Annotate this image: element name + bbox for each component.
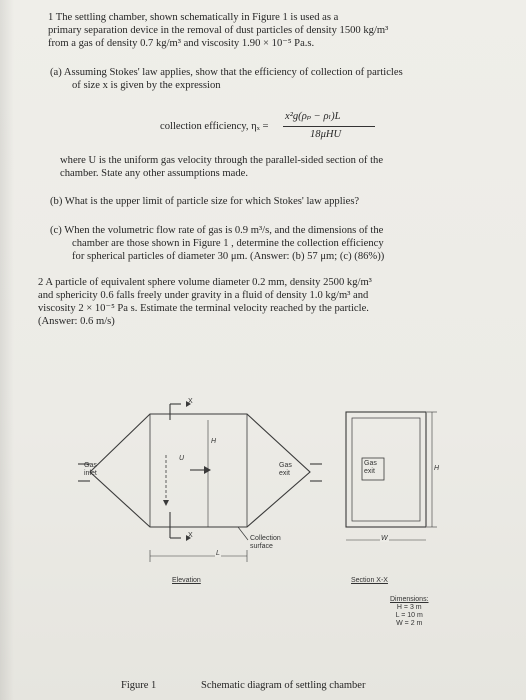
q2-line-2: and sphericity 0.6 falls freely under gravity in a fluid of density 1.0 kg/m³ and: [38, 290, 369, 301]
q1c-line-3: for spherical particles of diameter 30 μm. (Answer: (b) 57 μm; (c) (86%)): [72, 251, 385, 262]
q1-line-3: from a gas of density 0.7 kg/m³ and viscosity 1.90 × 10⁻⁵ Pa.s.: [48, 38, 315, 49]
formula-label: collection efficiency, ηₓ =: [160, 121, 269, 132]
q2-line-4: (Answer: 0.6 m/s): [38, 316, 115, 327]
formula-denominator: 18μHU: [310, 129, 342, 140]
width-label: W: [381, 535, 388, 542]
collection-surface-leader: [238, 527, 248, 540]
figure-caption-text: Schematic diagram of settling chamber: [201, 680, 366, 691]
q1b-text: (b) What is the upper limit of particle size for which Stokes' law applies?: [50, 196, 360, 207]
section-height-label: H: [434, 465, 440, 472]
gas-flow-arrowhead: [163, 500, 169, 506]
section-gas-exit-label: Gas exit: [364, 460, 377, 475]
q2-line-1: 2 A particle of equivalent sphere volume diameter 0.2 mm, density 2500 kg/m³: [38, 277, 372, 288]
dimensions-block: Dimensions: H = 3 m L = 10 m W = 2 m: [390, 596, 429, 627]
gas-exit-label: Gas exit: [279, 462, 292, 477]
where-line-2: chamber. State any other assumptions made.: [60, 168, 248, 179]
q1-line-1: 1 The settling chamber, shown schematically in Figure 1 is used as a: [48, 12, 339, 23]
velocity-label: U: [179, 455, 185, 462]
section-title: Section X-X: [351, 577, 388, 584]
section-marker-top: X: [188, 398, 193, 405]
height-label: H: [211, 438, 217, 445]
q1a-line-2: of size x is given by the expression: [72, 80, 221, 91]
section-marker-bottom: X: [188, 532, 193, 539]
q1c-line-1: (c) When the volumetric flow rate of gas is 0.9 m³/s, and the dimensions of the: [50, 225, 384, 236]
collection-surface-label: Collection surface: [250, 535, 281, 550]
figure-caption-label: Figure 1: [121, 680, 157, 691]
velocity-arrowhead: [204, 466, 211, 474]
section-outer-wall: [346, 412, 426, 527]
q1-line-2: primary separation device in the removal of dust particles of density 1500 kg/m³: [48, 25, 389, 36]
gas-inlet-label: Gas inlet: [84, 462, 97, 477]
formula-numerator: x²g(ρₚ − ρₗ)L: [285, 111, 341, 122]
elevation-title: Elevation: [172, 577, 201, 584]
length-label: L: [216, 550, 220, 557]
q1a-line-1: (a) Assuming Stokes' law applies, show that the efficiency of collection of particles: [50, 67, 403, 78]
q1c-line-2: chamber are those shown in Figure 1 , determine the collection efficiency: [72, 238, 384, 249]
q2-line-3: viscosity 2 × 10⁻⁵ Pa s. Estimate the terminal velocity reached by the particle.: [38, 303, 369, 314]
where-line-1: where U is the uniform gas velocity through the parallel-sided section of the: [60, 155, 384, 166]
